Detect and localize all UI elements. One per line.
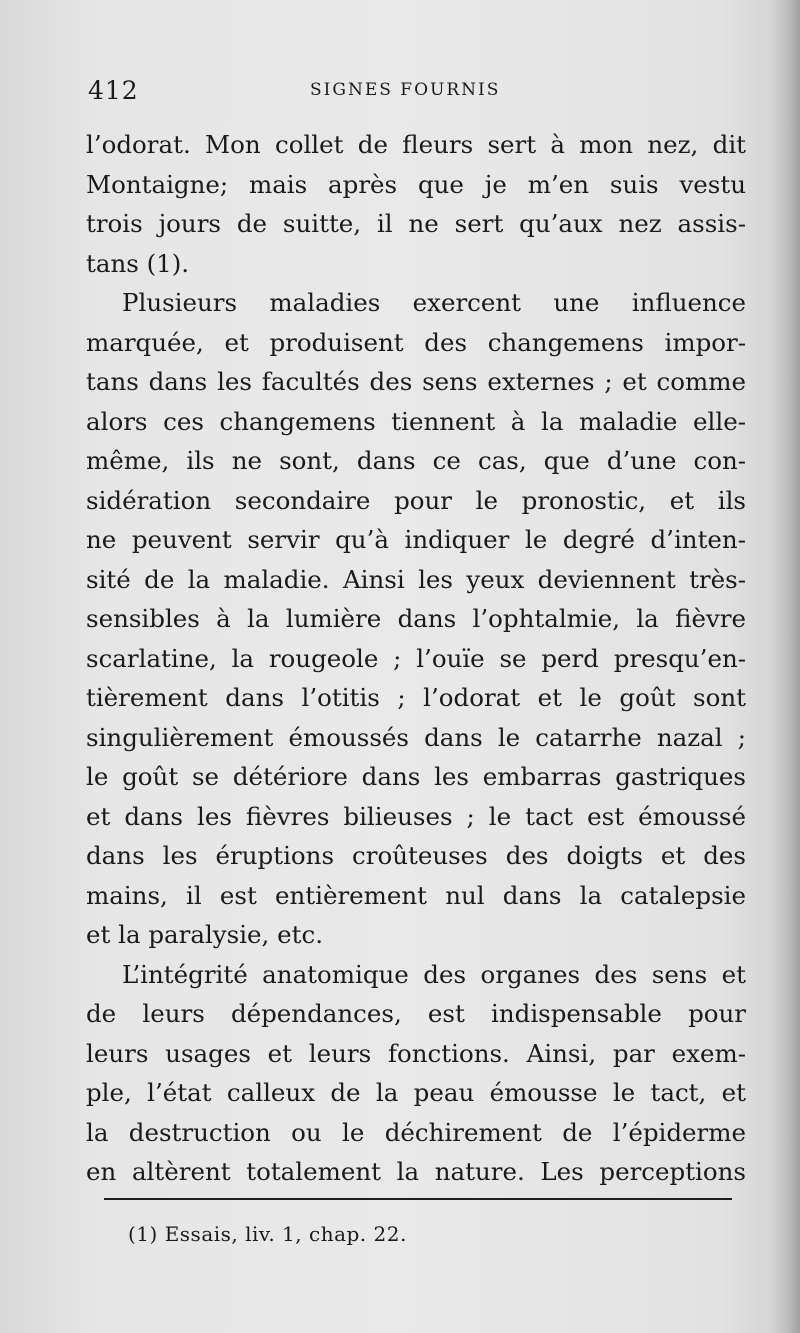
text-line: même, ils ne sont, dans ce cas, que d’une con-: [86, 446, 746, 475]
text-line: sidération secondaire pour le pronostic, et ils: [86, 485, 746, 515]
page-gutter-shadow: [770, 0, 800, 1333]
text-line: dans les éruptions croûteuses des doigts et des: [86, 841, 746, 870]
text-line: tans (1).: [86, 248, 190, 278]
text-line: singulièrement émoussés dans le catarrhe nazal ;: [86, 722, 746, 752]
text-line: sensibles à la lumière dans l’ophtalmie, la fièvre: [86, 604, 746, 633]
text-line: l’odorat. Mon collet de fleurs sert à mon nez, dit: [86, 130, 746, 159]
text-line: sité de la maladie. Ainsi les yeux deviennent très-: [86, 564, 746, 594]
text-line: tans dans les facultés des sens externes ; et comme: [86, 367, 746, 396]
body-text: [86, 125, 746, 1192]
text-line: leurs usages et leurs fonctions. Ainsi, par exem-: [86, 1038, 746, 1068]
text-line: Plusieurs maladies exercent une influence: [122, 288, 746, 317]
text-line: et dans les fièvres bilieuses ; le tact est émoussé: [86, 801, 746, 831]
text-line: L’intégrité anatomique des organes des sens et: [122, 959, 746, 989]
footnote: (1) Essais, liv. 1, chap. 22.: [128, 1222, 407, 1246]
footnote-divider: [104, 1198, 732, 1200]
text-line: la destruction ou le déchirement de l’épiderme: [86, 1117, 746, 1147]
text-line: ne peuvent servir qu’à indiquer le degré d’inten-: [86, 525, 746, 554]
text-line: Montaigne; mais après que je m’en suis vestu: [86, 169, 746, 199]
text-line: en altèrent totalement la nature. Les perceptions: [86, 1157, 746, 1186]
page-number: 412: [88, 76, 139, 105]
text-line: tièrement dans l’otitis ; l’odorat et le goût sont: [86, 683, 746, 712]
text-line: alors ces changemens tiennent à la maladie elle-: [86, 406, 746, 436]
text-line: scarlatine, la rougeole ; l’ouïe se perd presqu’en-: [86, 643, 746, 673]
text-line: le goût se détériore dans les embarras gastriques: [86, 762, 746, 791]
page-header: [88, 76, 728, 116]
running-head: SIGNES FOURNIS: [310, 80, 501, 100]
text-line: trois jours de suitte, il ne sert qu’aux nez assis-: [86, 209, 746, 238]
text-line: ple, l’état calleux de la peau émousse le tact, et: [86, 1078, 746, 1107]
text-line: marquée, et produisent des changemens impor-: [86, 327, 746, 357]
text-line: de leurs dépendances, est indispensable pour: [86, 999, 746, 1028]
text-line: et la paralysie, etc.: [86, 920, 323, 949]
text-line: mains, il est entièrement nul dans la catalepsie: [86, 880, 746, 910]
